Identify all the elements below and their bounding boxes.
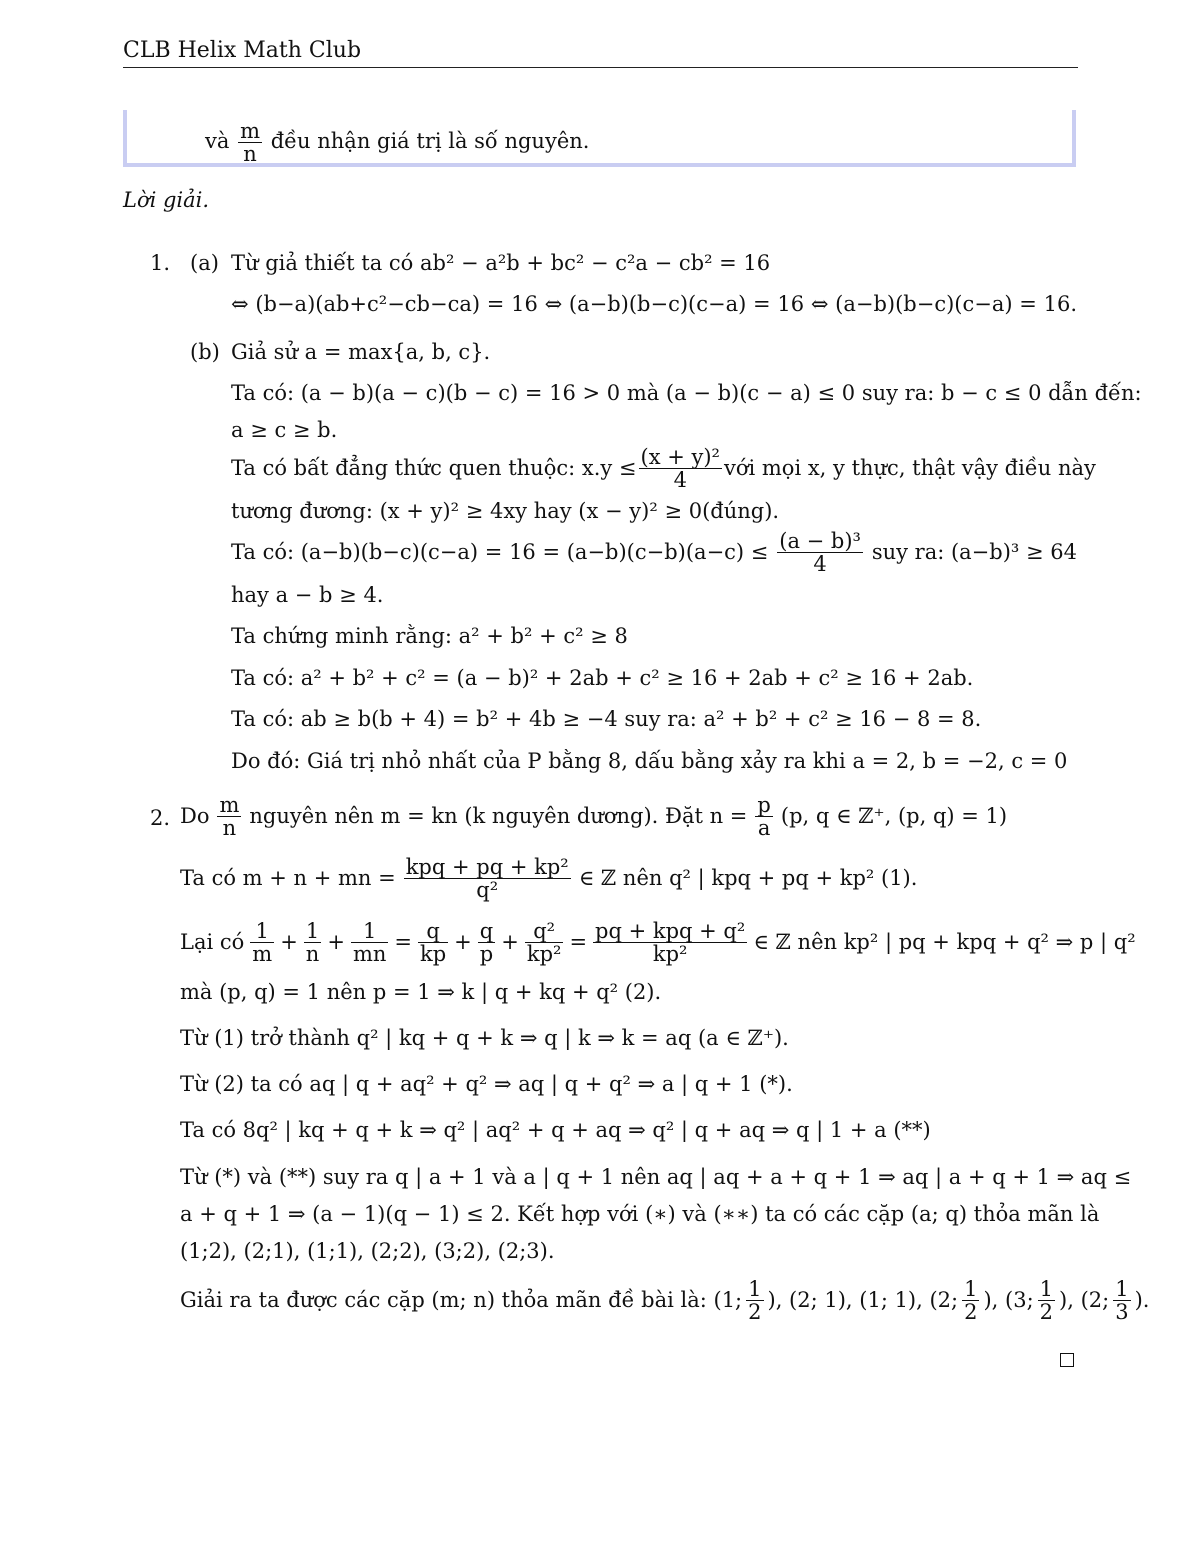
fraction-1-over-m: $\frac{1}{m}$ bbox=[252, 919, 273, 967]
part-2-line-10: (1;2), (2;1), (1;1), (2;2), (3;2), (2;3). bbox=[180, 1239, 555, 1263]
fraction-result-4: $\frac{1}{3}$ bbox=[1115, 1277, 1129, 1325]
fraction-xy-squared-over-4: $\frac{\text{(x + y)²}}{4}$ bbox=[640, 445, 720, 493]
part-2-line-8: Từ (*) và (**) suy ra q | a + 1 và a | q + 1 nên aq | aq + a + q + 1 ⇒ aq | a + q + 1 ⇒ aq ≤ bbox=[180, 1165, 1132, 1189]
fraction-m-over-n: $\frac{m}{n}$ bbox=[219, 793, 240, 841]
part-2-line-5: Từ (1) trở thành q² | kq + q + k ⇒ q | k ⇒ k = aq (a ∈ ℤ⁺). bbox=[180, 1026, 789, 1050]
part-b-line-11: Do đó: Giá trị nhỏ nhất của P bằng 8, dấu bằng xảy ra khi a = 2, b = −2, c = 0 bbox=[231, 749, 1068, 773]
item-number-2: 2. bbox=[150, 806, 171, 830]
fraction-p-over-a: $\frac{p}{a}$ bbox=[757, 793, 771, 841]
part-a-line-2: ⇔ (b−a)(ab+c²−cb−ca) = 16 ⇔ (a−b)(b−c)(c−a) = 16 ⇔ (a−b)(b−c)(c−a) = 16. bbox=[231, 292, 1077, 316]
part-2-line-6: Từ (2) ta có aq | q + aq² + q² ⇒ aq | q + q² ⇒ a | q + 1 (*). bbox=[180, 1072, 793, 1096]
part-2-line-1: Do $\frac{m}{n}$ nguyên nên m = kn (k nguyên dương). Đặt n = $\frac{p}{a}$ (p, q ∈ ℤ⁺, (p, q) = 1) bbox=[180, 793, 1008, 841]
qed-square-icon bbox=[1060, 1353, 1074, 1367]
part-b-line-1: Giả sử a = max{a, b, c}. bbox=[231, 340, 491, 364]
part-b-line-4: Ta có bất đẳng thức quen thuộc: x.y ≤ $\frac{\text{(x + y)²}}{4}$ với mọi x, y thực, thật vậy điều này bbox=[231, 445, 1096, 493]
fraction-q-over-p: $\frac{q}{p}$ bbox=[479, 919, 494, 967]
item-number-1: 1. bbox=[150, 251, 171, 275]
fraction-sum-over-q-squared: $\frac{\text{kpq + pq + kp²}}{\text{q²}}$ bbox=[405, 855, 569, 903]
part-2-line-11: Giải ra ta được các cặp (m; n) thỏa mãn đề bài là: (1; $\frac{1}{2}$ ), (2; 1), (1; 1), (2; $\frac{1}{2}$ ), (3; $\frac{1}{2}$ ), (2; $\frac{1}{3}$ ). bbox=[180, 1277, 1150, 1325]
fraction-1-over-n: $\frac{1}{n}$ bbox=[305, 919, 320, 967]
part-2-line-7: Ta có 8q² | kq + q + k ⇒ q² | aq² + q + aq ⇒ q² | q + aq ⇒ q | 1 + a (**) bbox=[180, 1118, 931, 1142]
fraction-q2-over-kp2: $\frac{\text{q²}}{\text{kp²}}$ bbox=[526, 919, 562, 967]
fraction-q-over-kp: $\frac{q}{kp}$ bbox=[420, 919, 447, 967]
part-b-line-7: hay a − b ≥ 4. bbox=[231, 583, 384, 607]
part-b-line-9: Ta có: a² + b² + c² = (a − b)² + 2ab + c² ≥ 16 + 2ab + c² ≥ 16 + 2ab. bbox=[231, 666, 974, 690]
part-b-line-2: Ta có: (a − b)(a − c)(b − c) = 16 > 0 mà (a − b)(c − a) ≤ 0 suy ra: b − c ≤ 0 dẫn đến: bbox=[231, 381, 1142, 405]
part-b-line-6: Ta có: (a−b)(b−c)(c−a) = 16 = (a−b)(c−b)(a−c) ≤ $\frac{\text{(a − b)³}}{4}$ suy ra: (a−b)³ ≥ 64 bbox=[231, 529, 1077, 577]
fraction-m-n: $\frac{m}{n}$ bbox=[240, 119, 260, 167]
part-b-line-8: Ta chứng minh rằng: a² + b² + c² ≥ 8 bbox=[231, 624, 628, 648]
header-rule bbox=[123, 67, 1078, 68]
fraction-result-3: $\frac{1}{2}$ bbox=[1039, 1277, 1054, 1325]
fraction-result-1: $\frac{1}{2}$ bbox=[748, 1277, 762, 1325]
part-2-line-9: a + q + 1 ⇒ (a − 1)(q − 1) ≤ 2. Kết hợp với (∗) và (∗∗) ta có các cặp (a; q) thỏa mãn là bbox=[180, 1202, 1100, 1226]
fraction-sum-over-kp2: $\frac{\text{pq + kpq + q²}}{\text{kp²}}$ bbox=[595, 919, 746, 967]
page-header: CLB Helix Math Club bbox=[123, 38, 362, 63]
part-b-line-5: tương đương: (x + y)² ≥ 4xy hay (x − y)² ≥ 0(đúng). bbox=[231, 499, 780, 523]
part-2-line-3: Lại có $\frac{1}{m}$ + $\frac{1}{n}$ + $\frac{1}{mn}$ = $\frac{q}{kp}$ + $\frac{q}{p}$ + $\frac{\text{q²}}{\text{kp²}}$ = $\frac{\text{pq + kpq + q²}}{\text{kp²}}$ ∈ ℤ nên kp² | pq + kpq + q² ⇒ p | q² bbox=[180, 919, 1136, 967]
part-2-line-2: Ta có m + n + mn = $\frac{\text{kpq + pq + kp²}}{\text{q²}}$ ∈ ℤ nên q² | kpq + pq + kp² (1). bbox=[180, 855, 918, 903]
fraction-1-over-mn: $\frac{1}{mn}$ bbox=[352, 919, 387, 967]
part-a-line-1: Từ giả thiết ta có ab² − a²b + bc² − c²a − cb² = 16 bbox=[231, 251, 771, 275]
fraction-result-2: $\frac{1}{2}$ bbox=[964, 1277, 978, 1325]
part-b-line-10: Ta có: ab ≥ b(b + 4) = b² + 4b ≥ −4 suy ra: a² + b² + c² ≥ 16 − 8 = 8. bbox=[231, 707, 982, 731]
solution-heading: Lời giải. bbox=[123, 188, 210, 212]
sub-label-b: (b) bbox=[190, 340, 220, 364]
fraction-ab-cubed-over-4: $\frac{\text{(a − b)³}}{4}$ bbox=[779, 529, 861, 577]
sub-label-a: (a) bbox=[190, 251, 219, 275]
problem-box-text: và $\frac{m}{n}$ đều nhận giá trị là số nguyên. bbox=[205, 119, 590, 167]
part-2-line-4: mà (p, q) = 1 nên p = 1 ⇒ k | q + kq + q² (2). bbox=[180, 980, 662, 1004]
part-b-line-3: a ≥ c ≥ b. bbox=[231, 418, 338, 442]
